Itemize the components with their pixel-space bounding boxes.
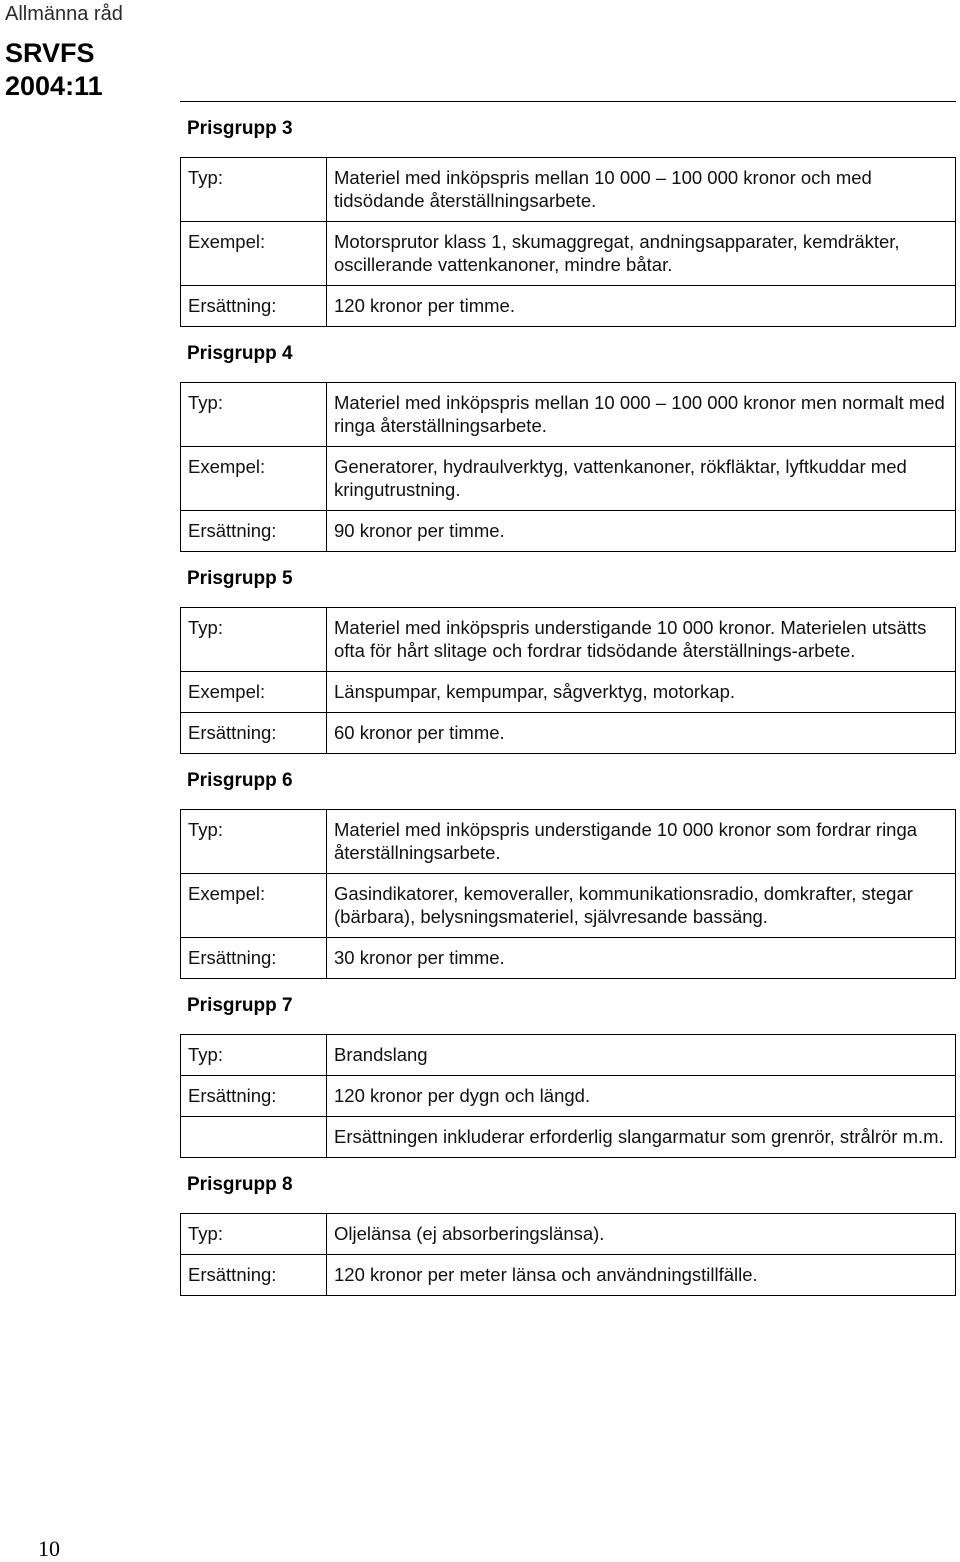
row-label: Typ:: [181, 1035, 327, 1076]
group-table: [180, 382, 956, 552]
row-label: Ersättning:: [181, 938, 327, 979]
row-label: Ersättning:: [181, 1076, 327, 1117]
row-label-empty: [181, 1117, 327, 1158]
row-value: Materiel med inköpspris mellan 10 000 – 100 000 kronor och med tidsödande återställningsarbete.: [327, 158, 956, 222]
row-value: 60 kronor per timme.: [327, 713, 956, 754]
row-label: Typ:: [181, 158, 327, 222]
document-code-series: SRVFS: [5, 38, 95, 68]
table-row: [181, 713, 956, 754]
table-row: [181, 511, 956, 552]
table-row: [181, 383, 956, 447]
row-label: Ersättning:: [181, 713, 327, 754]
group-title: Prisgrupp 6: [187, 770, 293, 791]
row-value: 120 kronor per meter länsa och användningstillfälle.: [327, 1255, 956, 1296]
table-row: [181, 672, 956, 713]
row-value: 30 kronor per timme.: [327, 938, 956, 979]
row-label: Typ:: [181, 383, 327, 447]
header-divider: [180, 101, 956, 102]
row-label: Ersättning:: [181, 511, 327, 552]
row-value: Materiel med inköpspris mellan 10 000 – 100 000 kronor men normalt med ringa återställningsarbete.: [327, 383, 956, 447]
row-value: Materiel med inköpspris understigande 10 000 kronor som fordrar ringa återställningsarbete.: [327, 810, 956, 874]
row-value: Länspumpar, kempumpar, sågverktyg, motorkap.: [327, 672, 956, 713]
row-value: 120 kronor per timme.: [327, 286, 956, 327]
document-code: [5, 37, 155, 103]
row-value: Materiel med inköpspris understigande 10 000 kronor. Materielen utsätts ofta för hårt slitage och fordrar tidsödande återställnings-arbete.: [327, 608, 956, 672]
row-value: Gasindikatorer, kemoveraller, kommunikationsradio, domkrafter, stegar (bärbara), belysningsmateriel, självresande bassäng.: [327, 874, 956, 938]
table-row: [181, 874, 956, 938]
row-label: Exempel:: [181, 222, 327, 286]
price-group-3: [180, 116, 957, 327]
table-row: [181, 222, 956, 286]
price-group-6: [180, 768, 957, 979]
table-row: [181, 158, 956, 222]
group-title: Prisgrupp 3: [187, 118, 293, 139]
group-table: [180, 809, 956, 979]
table-row: [181, 1214, 956, 1255]
row-label: Typ:: [181, 608, 327, 672]
group-table: [180, 1034, 956, 1158]
group-title: Prisgrupp 5: [187, 568, 293, 589]
table-row: [181, 1035, 956, 1076]
row-label: Ersättning:: [181, 286, 327, 327]
group-table: [180, 157, 956, 327]
row-label: Exempel:: [181, 874, 327, 938]
table-row: [181, 1076, 956, 1117]
price-group-4: [180, 341, 957, 552]
table-row: [181, 447, 956, 511]
table-row: [181, 608, 956, 672]
row-value: 90 kronor per timme.: [327, 511, 956, 552]
table-row: [181, 938, 956, 979]
price-groups: [180, 116, 957, 1296]
row-label: Typ:: [181, 1214, 327, 1255]
row-label: Typ:: [181, 810, 327, 874]
row-value: Oljelänsa (ej absorberingslänsa).: [327, 1214, 956, 1255]
group-table: [180, 1213, 956, 1296]
table-row: [181, 1255, 956, 1296]
price-group-8: [180, 1172, 957, 1296]
group-title: Prisgrupp 4: [187, 343, 293, 364]
table-row: [181, 286, 956, 327]
price-group-5: [180, 566, 957, 754]
row-value: 120 kronor per dygn och längd.: [327, 1076, 956, 1117]
group-table: [180, 607, 956, 754]
table-row: [181, 1117, 956, 1158]
row-note: Ersättningen inkluderar erforderlig slangarmatur som grenrör, strålrör m.m.: [327, 1117, 956, 1158]
page-number: 10: [38, 1536, 60, 1561]
row-value: Brandslang: [327, 1035, 956, 1076]
row-label: Exempel:: [181, 447, 327, 511]
table-row: [181, 810, 956, 874]
document-type-label: Allmänna råd: [5, 3, 123, 25]
row-value: Motorsprutor klass 1, skumaggregat, andningsapparater, kemdräkter, oscillerande vattenkanoner, mindre båtar.: [327, 222, 956, 286]
group-title: Prisgrupp 8: [187, 1174, 293, 1195]
price-group-7: [180, 993, 957, 1158]
document-code-number: 2004:11: [5, 71, 103, 101]
row-label: Exempel:: [181, 672, 327, 713]
row-value: Generatorer, hydraulverktyg, vattenkanoner, rökfläktar, lyftkuddar med kringutrustning.: [327, 447, 956, 511]
group-title: Prisgrupp 7: [187, 995, 293, 1016]
row-label: Ersättning:: [181, 1255, 327, 1296]
